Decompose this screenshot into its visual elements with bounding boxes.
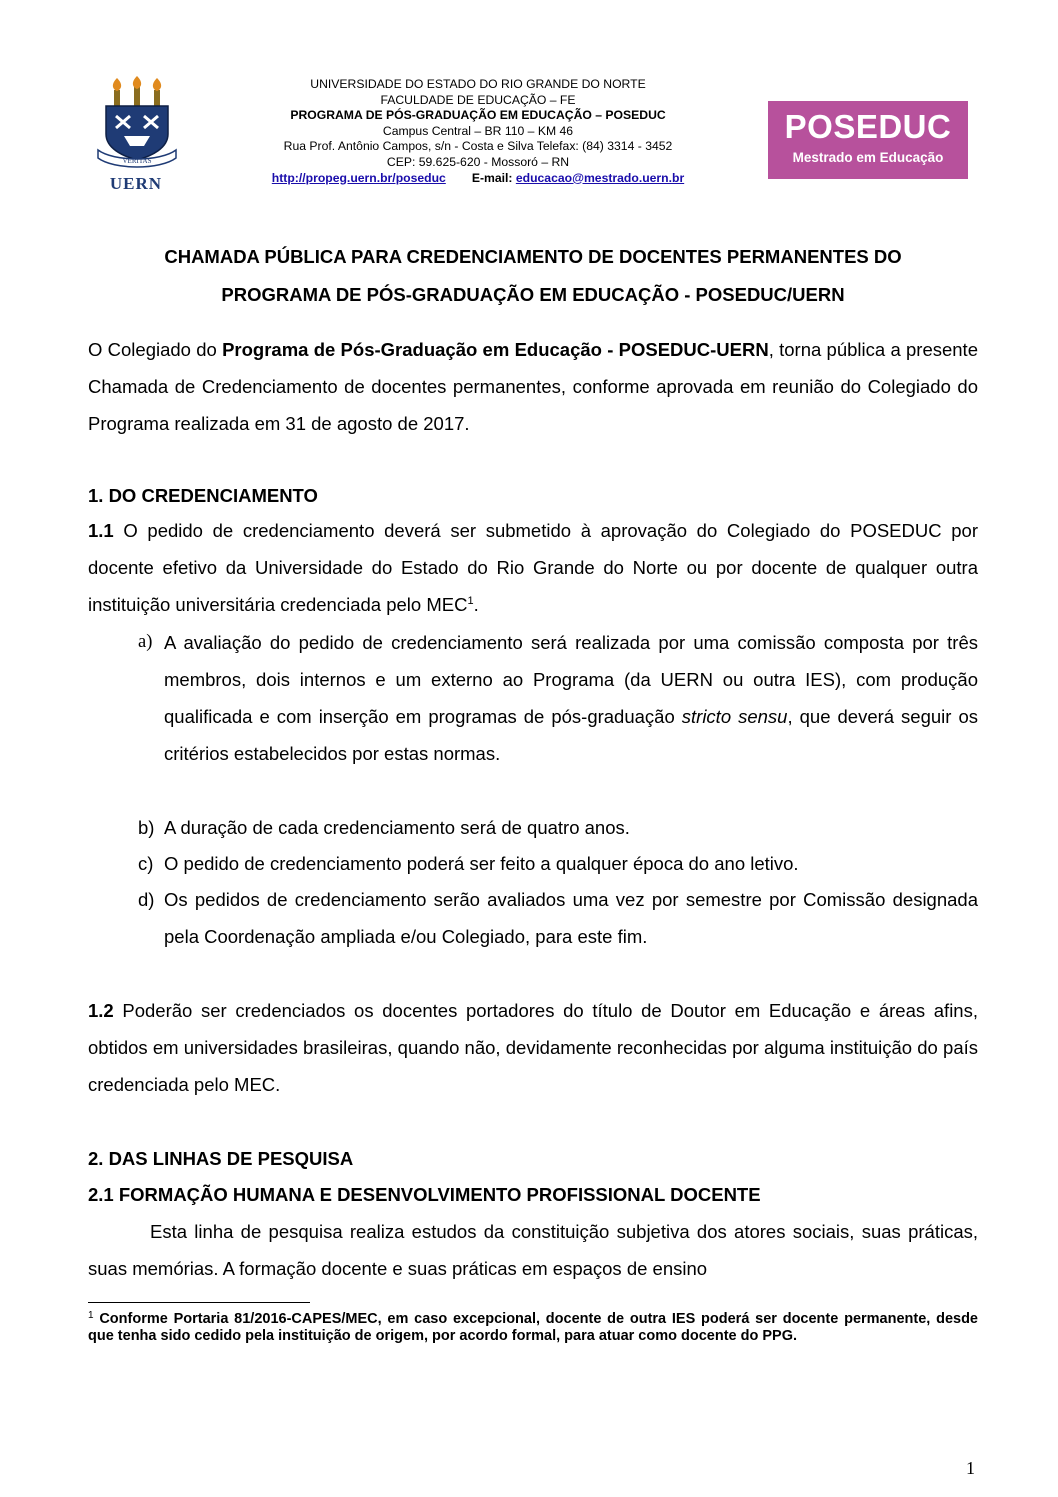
institution-header [218,77,738,186]
section2-1-heading: 2.1 FORMAÇÃO HUMANA E DESENVOLVIMENTO PROFISSIONAL DOCENTE [88,1184,761,1205]
list-item-a-italic: stricto sensu [681,706,788,727]
header-faculty: FACULDADE DE EDUCAÇÃO – FE [380,92,576,107]
intro-post: , torna pública a presente Chamada de Credenciamento de docentes permanentes, conforme aprovada em reunião do Colegiado do Programa realizada em 31 de agosto de 2017. [88,339,978,434]
paragraph-1-2-text: Poderão ser credenciados os docentes portadores do título de Doutor em Educação e áreas afins, obtidos em universidades brasileiras, quando não, devidamente reconhecidas por alguma instituição do país credenciada pelo MEC. [88,1000,978,1095]
footnote [88,1311,978,1345]
paragraph-1-2-number: 1.2 [88,1000,114,1021]
paragraph-1-1-number: 1.1 [88,520,114,541]
header-program: PROGRAMA DE PÓS-GRADUAÇÃO EM EDUCAÇÃO – POSEDUC [290,108,666,123]
website-link[interactable]: http://propeg.uern.br/poseduc [271,170,446,185]
poseduc-logo [768,101,968,179]
list-item-c [88,845,978,882]
page-number: 1 [966,1458,975,1478]
list-marker: b) [138,817,155,838]
list-item-d-text: Os pedidos de credenciamento serão avaliados uma vez por semestre por Comissão designada pela Coordenação ampliada e/ou Colegiado, para este fim. [164,889,978,947]
header-university: UNIVERSIDADE DO ESTADO DO RIO GRANDE DO NORTE [310,77,646,91]
list-item-c-text: O pedido de credenciamento poderá ser feito a qualquer época do ano letivo. [164,853,799,874]
list-item-a-text: A avaliação do pedido de credenciamento será realizada por uma comissão composta por três membros, dois internos e um externo ao Programa (da UERN ou outra IES), com produção qualificada e com inserção em programas de pós-graduação [164,632,978,727]
document-title-line1: CHAMADA PÚBLICA PARA CREDENCIAMENTO DE DOCENTES PERMANENTES DO [164,246,902,267]
uern-logo [86,76,196,196]
intro-program-name: Programa de Pós-Graduação em Educação - POSEDUC-UERN [222,339,769,360]
uern-coat-of-arms-icon [94,76,180,171]
header-address: Rua Prof. Antônio Campos, s/n - Costa e Silva Telefax: (84) 3314 - 3452 [283,139,673,154]
paragraph-1-1 [88,512,978,623]
list-item-a-end: , que deverá seguir os critérios estabelecidos por estas normas. [164,706,978,764]
email-label: E-mail: [471,170,513,185]
footnote-ref[interactable]: 1 [467,595,474,607]
section1-heading: 1. DO CREDENCIAMENTO [88,485,318,506]
list-marker: d) [138,889,155,910]
uern-logo-label: UERN [109,174,163,193]
list-marker: a) [138,632,153,652]
intro-paragraph [88,331,978,442]
list-item-b-text: A duração de cada credenciamento será de quatro anos. [164,817,630,838]
document-title [88,238,978,314]
header-contacts [218,171,738,187]
footnote-text: Conforme Portaria 81/2016-CAPES/MEC, em caso excepcional, docente de outra IES poderá ser docente permanente, desde que tenha sido cedido pela instituição de origem, por acordo formal, para atuar como docente do PPG. [88,1311,978,1344]
list-item-a [88,624,978,772]
poseduc-logo-title: POSEDUC [784,108,952,145]
footnote-divider [88,1302,310,1303]
poseduc-logo-subtitle: Mestrado em Educação [792,150,944,165]
list-marker: c) [138,853,154,874]
section2-heading: 2. DAS LINHAS DE PESQUISA [88,1148,354,1169]
header-cep: CEP: 59.625-620 - Mossoró – RN [386,154,570,169]
paragraph-2-1: Esta linha de pesquisa realiza estudos da constituição subjetiva dos atores sociais, suas práticas, suas memórias. A formação docente e suas práticas em espaços de ensino [88,1221,978,1279]
intro-pre: O Colegiado do [88,339,223,360]
paragraph-1-1-end: . [473,594,479,615]
email-link[interactable]: educacao@mestrado.uern.br [515,170,685,185]
document-title-line2: PROGRAMA DE PÓS-GRADUAÇÃO EM EDUCAÇÃO - POSEDUC/UERN [221,284,845,305]
list-item-b [88,809,978,846]
logo-ribbon-text: VERITAS [122,157,152,165]
footnote-number: 1 [88,1310,94,1321]
paragraph-1-1-text: O pedido de credenciamento deverá ser submetido à aprovação do Colegiado do POSEDUC por docente efetivo da Universidade do Estado do Rio Grande do Norte ou por docente de qualquer outra instituição universitária credenciada pelo MEC [88,520,978,615]
list-item-d [88,881,978,955]
header-campus: Campus Central – BR 110 – KM 46 [382,123,574,138]
paragraph-1-2 [88,992,978,1103]
